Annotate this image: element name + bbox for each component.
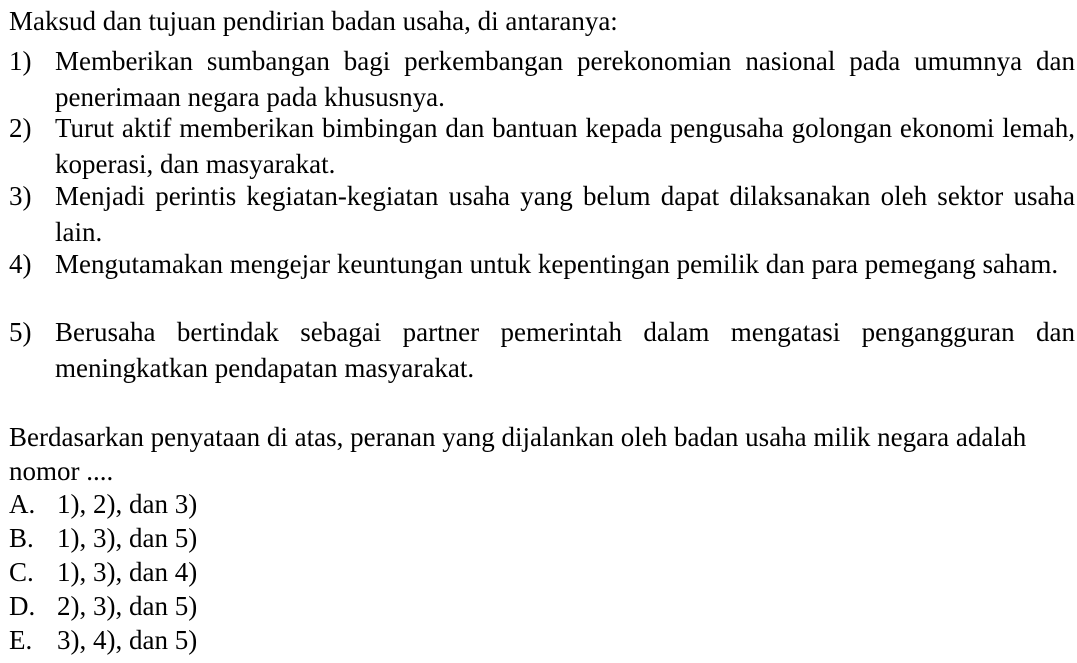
statement-item xyxy=(9,110,1075,182)
statement-item xyxy=(9,43,1075,115)
statement-item xyxy=(9,314,1075,386)
option-text: 1), 3), dan 4) xyxy=(57,557,198,587)
statement-text: Menjadi perintis kegiatan-kegiatan usaha yang belum dapat dilaksanakan oleh sektor usaha lain. xyxy=(55,181,1075,247)
statement-item xyxy=(9,246,1075,282)
statement-item xyxy=(9,178,1075,250)
statement-text: Berusaha bertindak sebagai partner pemerintah dalam mengatasi pengangguran dan meningkatkan pendapatan masyarakat. xyxy=(55,317,1075,383)
option-text: 2), 3), dan 5) xyxy=(57,591,198,621)
statement-text: Memberikan sumbangan bagi perkembangan perekonomian nasional pada umumnya dan penerimaan negara pada khususnya. xyxy=(55,46,1075,112)
option-text: 1), 2), dan 3) xyxy=(57,489,198,519)
statement-number: 4) xyxy=(9,249,32,279)
option-text: 1), 3), dan 5) xyxy=(57,523,198,553)
option-letter: D. xyxy=(9,591,36,621)
option-text: 3), 4), dan 5) xyxy=(57,625,198,655)
statement-number: 5) xyxy=(9,317,32,347)
option-letter: B. xyxy=(9,523,34,553)
statement-number: 3) xyxy=(9,181,32,211)
statement-text: Mengutamakan mengejar keuntungan untuk kepentingan pemilik dan para pemegang saham. xyxy=(55,249,1059,279)
intro-text: Maksud dan tujuan pendirian badan usaha, di antaranya: xyxy=(9,6,618,36)
statement-number: 2) xyxy=(9,113,32,143)
statement-number: 1) xyxy=(9,46,32,76)
option-letter: C. xyxy=(9,557,34,587)
statement-text: Turut aktif memberikan bimbingan dan bantuan kepada pengusaha golongan ekonomi lemah, koperasi, dan masyarakat. xyxy=(55,113,1075,179)
question-text: Berdasarkan penyataan di atas, peranan yang dijalankan oleh badan usaha milik negara adalah nomor .... xyxy=(9,422,1027,486)
option-letter: E. xyxy=(9,625,33,655)
option-letter: A. xyxy=(9,489,36,519)
